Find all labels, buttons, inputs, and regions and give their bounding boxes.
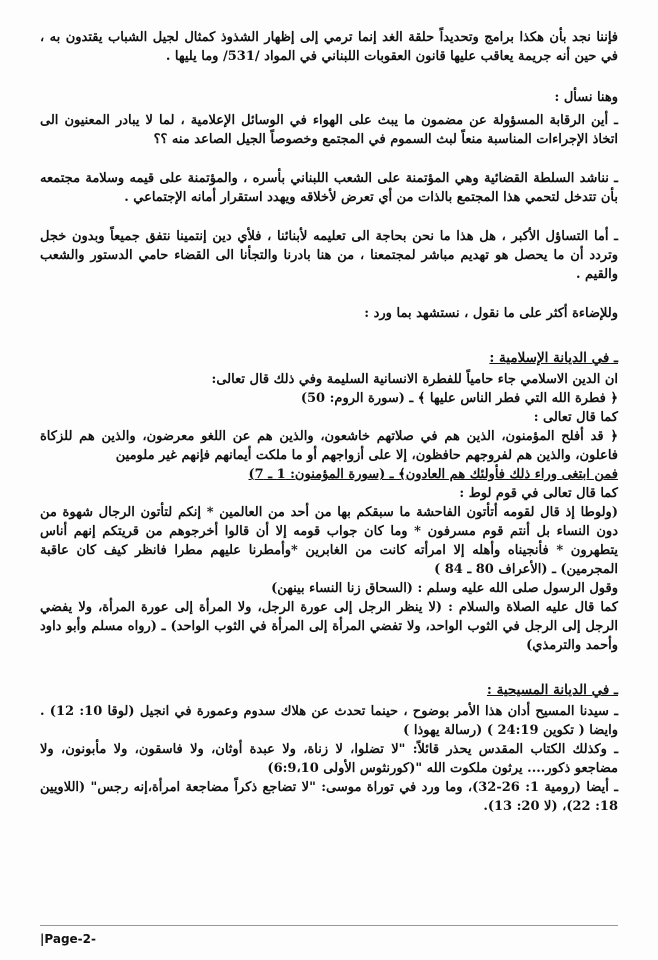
islam-line: فمن ابتغى وراء ذلك فأولئك هم العادون﴾ ـ (سورة المؤمنون: 1 ـ 7) [248, 467, 618, 482]
bigger-question: ـ أما التساؤل الأكبر ، هل هذا ما نحن بحاجة الى تعليمه لأبنائنا ، فلأي دين إنتمينا نتفق جميعاً وبدون خجل وتردد أن ما يحصل هو تهديم مباشر لمجتمعنا ، من هنا بادرنا والتجأنا الى القضاء حامي الدستور والشعب والقيم . [40, 229, 618, 282]
islam-line: كما قال تعالى : [533, 410, 618, 425]
islam-line: كما قال تعالى في قوم لوط : [459, 486, 618, 501]
intro-paragraph: فإننا نجد بأن هكذا برامج وتحديداً حلقة الغد إنما ترمي إلى إظهار الشذوذ كمثال لجيل الشباب يقتدون به ، في حين أنه جريمة يعاقب عليها قانون العقوبات اللبناني في المواد /531/ وما يليها . [40, 30, 618, 64]
page-number: |Page-2- [40, 932, 96, 946]
islam-line: ان الدين الاسلامي جاء حامياً للفطرة الانسانية السليمة وفي ذلك قال تعالى: [211, 372, 618, 387]
page-content [40, 28, 618, 816]
islam-line: (ولوطا إذ قال لقومه أتأتون الفاحشة ما سبقكم بها من أحد من العالمين * إنكم لتأتون الرجال شهوة من دون النساء بل أنتم قوم مسرفون * وما كان جواب قومه إلا أن قالوا أخرجوهم من قريتكم إنهم أناس يتطهرون * فأنجيناه وأهله إلا امرأته كانت من الغابرين *وأمطرنا عليهم مطرا فانظر كيف كان عاقبة المجرمين) ـ (الأعراف 80 ـ 84 ) [40, 505, 618, 577]
islam-heading: ـ في الديانة الإسلامية : [489, 350, 618, 366]
christianity-line: ـ أيضا (رومية 1: 26-32)، وما ورد في توراة موسى: "لا تضاجع ذكراً مضاجعة امرأة،إنه رجس" (اللاويين 18: 22)، (لا 20: 13). [40, 780, 618, 814]
question-intro: وهنا نسأل : [554, 90, 618, 105]
islam-line: وقول الرسول صلى الله عليه وسلم : (السحاق زنا النساء بينهن) [271, 581, 618, 596]
citation-intro: وللإضاءة أكثر على ما نقول ، نستشهد بما ورد : [364, 306, 618, 321]
appeal-judiciary: ـ نناشد السلطة القضائية وهي المؤتمنة على الشعب اللبناني بأسره ، والمؤتمنة على قيمه وسلامة مجتمعه بأن تتدخل لتحمي هذا المجتمع بالذات من أي تعرض لأخلاقه ويهدد استقرار أمانه الإجتماعي . [40, 171, 618, 205]
islam-line: ﴿ فطرة الله التي فطر الناس عليها ﴾ ـ (سورة الروم: 50) [300, 391, 618, 406]
islam-line: كما قال عليه الصلاة والسلام : (لا ينظر الرجل إلى عورة الرجل، ولا المرأة إلى عورة المرأة، ولا يفضي الرجل إلى الرجل في الثوب الواحد، ولا تفضي المرأة إلى المرأة في الثوب الواحد) ـ (رواه مسلم وأبو داود وأحمد والترمذي) [40, 600, 618, 653]
christianity-line: ـ سيدنا المسيح أدان هذا الأمر بوضوح ، حينما تحدث عن هلاك سدوم وعمورة في انجيل (لوقا 10: 12) . وايضا ( تكوين 24:19 ) (رسالة يهوذا ) [40, 704, 619, 738]
christianity-line: ـ وكذلك الكتاب المقدس يحذر قائلاً: "لا تضلوا، لا زناة، ولا عبدة أوثان، ولا فاسقون، ولا مأبونون، ولا مضاجعو ذكور.... يرثون ملكوت الله "(كورنثوس الأولى 6:9،10) [40, 742, 618, 776]
islam-line: ﴿ قد أفلح المؤمنون، الذين هم في صلاتهم خاشعون، والذين هم عن اللغو معرضون، والذين هم للزكاة فاعلون، والذين هم لفروجهم حافظون، إلا على أزواجهم أو ما ملكت أيمانهم فإنهم غير ملومين [40, 429, 618, 463]
question-media-oversight: ـ أين الرقابة المسؤولة عن مضمون ما يبث على الهواء في الوسائل الإعلامية ، لما لا يبادر المعنيون الى اتخاذ الإجراءات المناسبة منعاً لبث السموم في المجتمع وخصوصاً الجيل الصاعد منه ؟؟ [40, 113, 618, 147]
christianity-heading: ـ في الديانة المسيحية : [486, 682, 618, 698]
christianity-section [40, 681, 618, 816]
islam-section [40, 349, 618, 655]
footer-divider [40, 925, 618, 926]
